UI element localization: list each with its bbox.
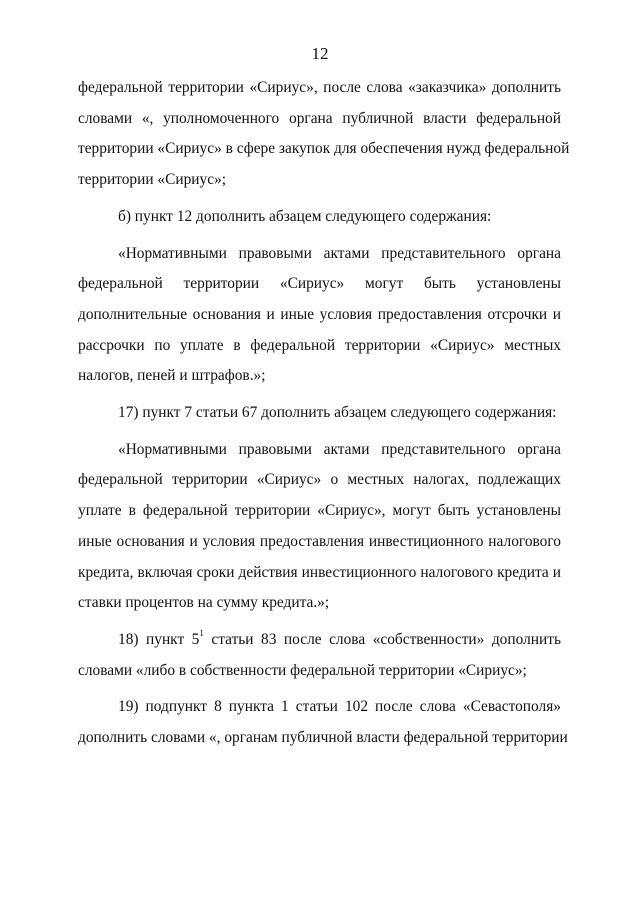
text-line: 17) пункт 7 статьи 67 дополнить абзацем следующего содержания: bbox=[118, 404, 557, 422]
text-line: уплате в федеральной территории «Сириус», могут быть установлены bbox=[78, 502, 561, 520]
text-line: дополнительные основания и иные условия предоставления отсрочки и bbox=[78, 305, 561, 323]
text-line: дополнить словами «, органам публичной власти федеральной территории bbox=[78, 729, 568, 747]
text-line: кредита, включая сроки действия инвестиционного налогового кредита и bbox=[78, 563, 561, 581]
text-line: 19) подпункт 8 пункта 1 статьи 102 после слова «Севастополя» bbox=[118, 698, 561, 716]
text-line: «Нормативными правовыми актами представительного органа bbox=[118, 440, 561, 458]
text-line: территории «Сириус» в сфере закупок для обеспечения нужд федеральной bbox=[78, 140, 570, 158]
paragraph-item-18 bbox=[78, 625, 561, 686]
paragraph-continuation bbox=[78, 73, 570, 196]
text-line: федеральной территории «Сириус» о местных налогах, подлежащих bbox=[78, 471, 561, 489]
text-line: словами «, уполномоченного органа публичной власти федеральной bbox=[78, 109, 561, 127]
text-fragment: 18) пункт 5 bbox=[118, 630, 200, 648]
text-line: иные основания и условия предоставления инвестиционного налогового bbox=[78, 532, 561, 550]
text-fragment: статьи 83 после слова «собственности» дополнить bbox=[203, 630, 561, 648]
paragraph-quote-2 bbox=[78, 435, 561, 619]
page-number: 12 bbox=[311, 44, 329, 63]
text-line: рассрочки по уплате в федеральной территории «Сириус» местных bbox=[78, 336, 561, 354]
text-line: федеральной территории «Сириус», после слова «заказчика» дополнить bbox=[78, 79, 561, 96]
text-line: территории «Сириус»; bbox=[78, 171, 227, 189]
text-line bbox=[78, 625, 561, 656]
text-line: «Нормативными правовыми актами представительного органа bbox=[118, 244, 561, 262]
paragraph-item-19 bbox=[78, 692, 568, 753]
text-line: словами «либо в собственности федеральной территории «Сириус»; bbox=[78, 661, 527, 679]
text-line: б) пункт 12 дополнить абзацем следующего содержания: bbox=[118, 207, 492, 225]
paragraph-quote-1 bbox=[78, 239, 561, 393]
text-line: налогов, пеней и штрафов.»; bbox=[78, 367, 266, 385]
text-line: ставки процентов на сумму кредита.»; bbox=[78, 594, 330, 612]
paragraph-item-b bbox=[78, 202, 561, 233]
document-body bbox=[78, 73, 570, 754]
superscript: 1 bbox=[199, 627, 204, 638]
paragraph-item-17 bbox=[78, 398, 561, 429]
text-line: федеральной территории «Сириус» могут быть установлены bbox=[78, 275, 561, 293]
